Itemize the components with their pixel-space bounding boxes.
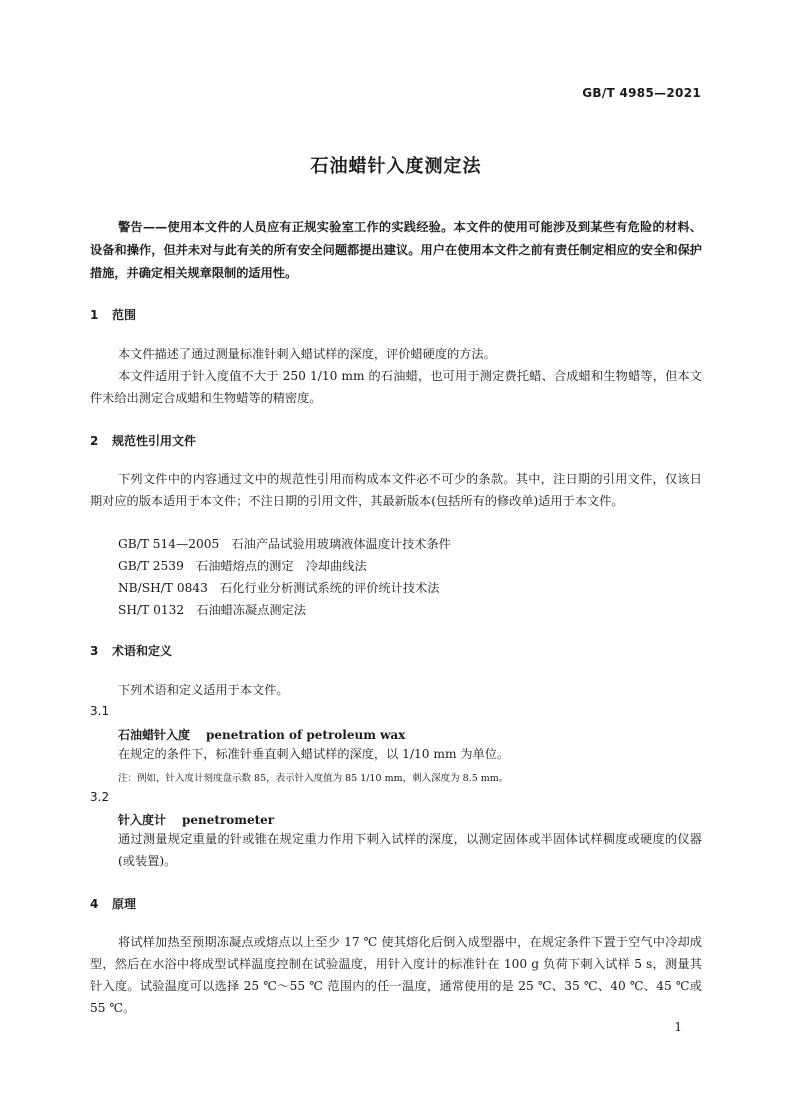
term-chinese: 石油蜡针入度 bbox=[118, 728, 191, 742]
term-entry bbox=[118, 726, 405, 743]
scope-paragraph-2: 本文件适用于针入度值不大于 250 1/10 mm 的石油蜡，也可用于测定费托蜡、合成蜡和生物蜡等，但本文件未给出测定合成蜡和生物蜡等的精密度。 bbox=[90, 369, 702, 405]
terms-intro-paragraph: 下列术语和定义适用于本文件。 bbox=[118, 683, 289, 697]
document-title: 石油蜡针入度测定法 bbox=[310, 156, 482, 177]
section-title: 范围 bbox=[112, 308, 137, 322]
term-english: penetrometer bbox=[182, 813, 275, 827]
section-number: 1 bbox=[90, 308, 99, 322]
term-definition: 在规定的条件下，标准针垂直刺入蜡试样的深度，以 1/10 mm 为单位。 bbox=[118, 747, 510, 761]
clause-number: 3.1 bbox=[90, 704, 110, 718]
term-english: penetration of petroleum wax bbox=[206, 728, 406, 742]
section-title: 术语和定义 bbox=[112, 644, 173, 658]
term-definition: 通过测量规定重量的针或锥在规定重力作用下刺入试样的深度，以测定固体或半固体试样稠度或硬度的仪器(或装置)。 bbox=[118, 832, 702, 868]
clause-number: 3.2 bbox=[90, 790, 110, 804]
reference-item: GB/T 2539 石油蜡熔点的测定 冷却曲线法 bbox=[118, 559, 367, 573]
term-chinese: 针入度计 bbox=[118, 813, 167, 827]
standard-code: GB/T 4985—2021 bbox=[582, 86, 701, 100]
section-title: 原理 bbox=[112, 897, 137, 911]
section-number: 2 bbox=[90, 434, 99, 448]
reference-item: SH/T 0132 石油蜡冻凝点测定法 bbox=[118, 603, 306, 617]
warning-paragraph: 警告——使用本文件的人员应有正规实验室工作的实践经验。本文件的使用可能涉及到某些有危险的材料、设备和操作，但并未对与此有关的所有安全问题都提出建议。用户在使用本文件之前有责任制定相应的安全和保护措施，并确定相关规章限制的适用性。 bbox=[90, 220, 702, 280]
reference-item: GB/T 514—2005 石油产品试验用玻璃液体温度计技术条件 bbox=[118, 537, 451, 551]
term-note: 注：例如，针入度计刻度盘示数 85，表示针入度值为 85 1/10 mm，刺入深度为 8.5 mm。 bbox=[118, 773, 509, 784]
reference-item: NB/SH/T 0843 石化行业分析测试系统的评价统计技术法 bbox=[118, 581, 440, 595]
section-number: 4 bbox=[90, 897, 99, 911]
page-number: 1 bbox=[674, 1020, 682, 1034]
term-entry bbox=[118, 811, 274, 828]
section-2-heading bbox=[90, 432, 196, 449]
section-title: 规范性引用文件 bbox=[112, 434, 197, 448]
section-number: 3 bbox=[90, 644, 99, 658]
references-intro-paragraph: 下列文件中的内容通过文中的规范性引用而构成本文件必不可少的条款。其中，注日期的引用文件，仅该日期对应的版本适用于本文件；不注日期的引用文件，其最新版本(包括所有的修改单)适用于本文件。 bbox=[90, 472, 702, 508]
section-3-heading bbox=[90, 642, 172, 659]
scope-paragraph-1: 本文件描述了通过测量标准针刺入蜡试样的深度，评价蜡硬度的方法。 bbox=[118, 347, 496, 361]
section-1-heading bbox=[90, 306, 136, 323]
principle-paragraph: 将试样加热至预期冻凝点或熔点以上至少 17 ℃ 使其熔化后倒入成型器中，在规定条件下置于空气中冷却成型，然后在水浴中将成型试样温度控制在试验温度，用针入度计的标准针在 100 g 负荷下刺入试样 5 s，测量其针入度。试验温度可以选择 25 ℃～55 ℃ 范围内的任一温度，通常使用的是 25 ℃、35 ℃、40 ℃、45 ℃或 55 ℃。 bbox=[90, 935, 702, 1015]
section-4-heading bbox=[90, 895, 136, 912]
